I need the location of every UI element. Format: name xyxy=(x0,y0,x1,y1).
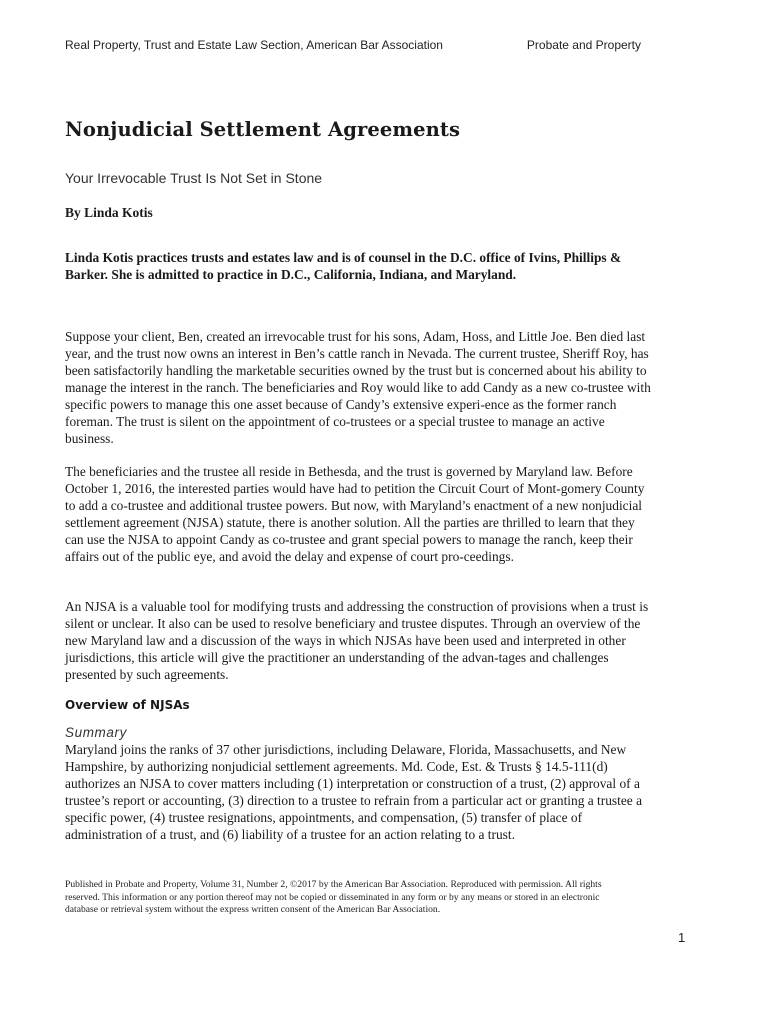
running-header-right: Probate and Property xyxy=(526,38,641,52)
section-heading: Overview of NJSAs xyxy=(65,698,190,712)
summary-paragraph: Maryland joins the ranks of 37 other jurisdictions, including Delaware, Florida, Massachusetts, and New Hampshire, by authorizing nonjudicial settlement agreements. Md. Code, Est. & Trusts § 14.5-111(d) authorizes an NJSA to cover matters including (1) interpretation or construction of a trust, (2) approval of a trustee’s report or accounting, (3) direction to a trustee to refrain from a particular act or granting a trustee a specific power, (4) trustee resignations, appointments, and compensation, (5) transfer of place of administration of a trust, and (6) liability of a trustee for an action relating to a trust. xyxy=(65,742,643,842)
article-subtitle: Your Irrevocable Trust Is Not Set in Stone xyxy=(65,170,323,186)
running-header-left: Real Property, Trust and Estate Law Section, American Bar Association xyxy=(65,38,443,52)
page-number: 1 xyxy=(678,930,686,945)
copyright-notice: Published in Probate and Property, Volume 31, Number 2, ©2017 by the American Bar Association. Reproduced with permission. All rights reserved. This information or any portion thereof may not be copied or disseminated in any form or by any means or stored in an electronic database or retrieval system without the express written consent of the American Bar Association. xyxy=(65,879,602,915)
author-bio: Linda Kotis practices trusts and estates law and is of counsel in the D.C. office of Ivins, Phillips & Barker. She is admitted to practice in D.C., California, Indiana, and Maryland. xyxy=(65,250,622,282)
subsection-heading: Summary xyxy=(65,725,127,740)
body-paragraph: An NJSA is a valuable tool for modifying trusts and addressing the construction of provisions when a trust is silent or unclear. It also can be used to resolve beneficiary and trustee disputes. Through an overview of the new Maryland law and a discussion of the ways in which NJSAs have been used and interpreted in other jurisdictions, this article will give the practitioner an understanding of the advan-tages and challenges presented by such agreements. xyxy=(65,599,649,682)
body-paragraph: Suppose your client, Ben, created an irrevocable trust for his sons, Adam, Hoss, and Little Joe. Ben died last year, and the trust now owns an interest in Ben’s cattle ranch in Nevada. The current trustee, Sheriff Roy, has been satisfactorily handling the marketable securities owned by the trust but is concerned about his ability to manage the interest in the ranch. The beneficiaries and Roy would like to add Candy as a new co-trustee with specific powers to manage this one asset because of Candy’s extensive experi-ence as the former ranch foreman. The trust is silent on the appointment of co-trustees or a special trustee to manage an active business. xyxy=(65,329,651,446)
body-paragraph: The beneficiaries and the trustee all reside in Bethesda, and the trust is governed by Maryland law. Before October 1, 2016, the interested parties would have had to petition the Circuit Court of Mont-gomery County to add a co-trustee and additional trustee powers. But now, with Maryland’s enactment of a new nonjudicial settlement agreement (NJSA) statute, there is another solution. All the parties are thrilled to learn that they can use the NJSA to appoint Candy as co-trustee and grant special powers to manage the ranch, keep their affairs out of the public eye, and avoid the delay and expense of court pro-ceedings. xyxy=(65,464,645,564)
byline: By Linda Kotis xyxy=(65,205,153,220)
article-title: Nonjudicial Settlement Agreements xyxy=(65,118,461,141)
